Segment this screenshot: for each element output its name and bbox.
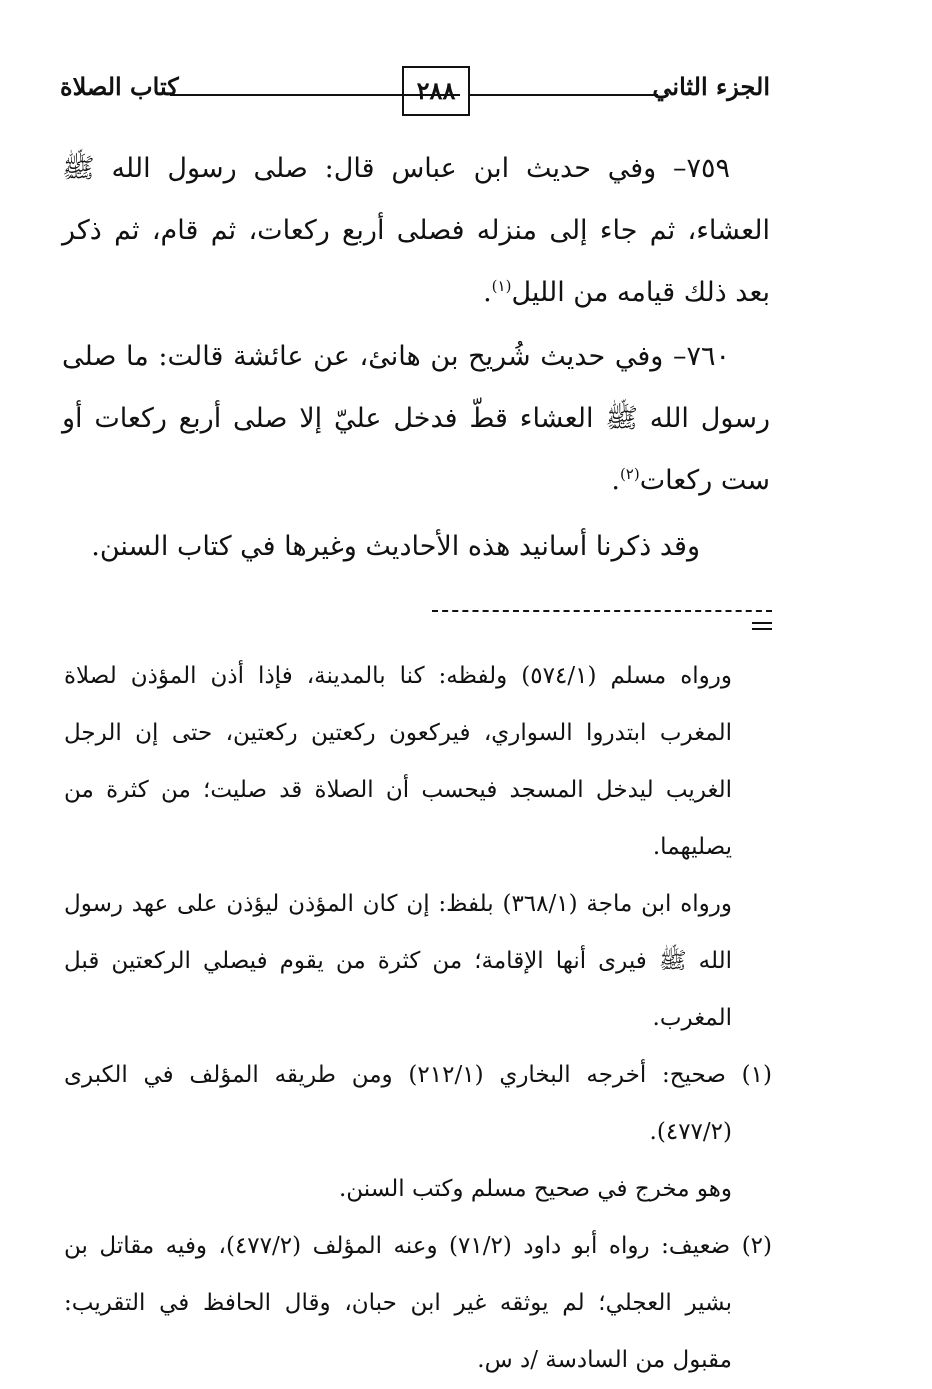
hadith-759: ٧٥٩– وفي حديث ابن عباس قال: صلى رسول الله ﷺ العشاء، ثم جاء إلى منزله فصلى أربع ركعات، ثم قام، ثم ذكر بعد ذلك قيامه من الليل$^{(١)}$. [62, 153, 770, 308]
page-number-box: ٢٨٨ [402, 66, 470, 116]
footnote-continued-muslim: ورواه مسلم (٥٧٤/١) ولفظه: كنا بالمدينة، فإذا أذن المؤذن لصلاة المغرب ابتدروا السواري، فيركعون ركعتين ركعتين، حتى إن الرجل الغريب ليدخل المسجد فيحسب أن الصلاة قد صليت؛ من كثرة من يصليهما. [64, 663, 732, 860]
footnote-1: (١) صحيح: أخرجه البخاري (٢١٢/١) ومن طريقه المؤلف في الكبرى (٤٧٧/٢). [64, 1062, 772, 1145]
footnote-1-addendum: وهو مخرج في صحيح مسلم وكتب السنن. [338, 1176, 732, 1202]
footnote-continued-ibn-majah: ورواه ابن ماجة (٣٦٨/١) بلفظ: إن كان المؤذن ليؤذن على عهد رسول الله ﷺ فيرى أنها الإقامة؛ من كثرة من يقوم فيصلي الركعتين قبل المغرب. [64, 891, 732, 1031]
running-header [60, 66, 770, 116]
hadith-759-text: ٧٥٩– وفي حديث ابن عباس قال: صلى رسول الله ﷺ العشاء، ثم جاء إلى منزله فصلى أربع ركعات، ثم قام، ثم ذكر بعد ذلك قيامه من الليل [62, 153, 770, 308]
header-rule-left [170, 94, 460, 96]
footnote-ref-2: (٢) [619, 465, 640, 483]
separator-dashed-line [432, 610, 772, 612]
hadith-760-text: ٧٦٠– وفي حديث شُريح بن هانئ، عن عائشة قالت: ما صلى رسول الله ﷺ العشاء قطّ فدخل عليّ إلا صلى أربع ركعات أو ست ركعات [62, 341, 770, 496]
footnote-separator [160, 610, 772, 626]
part-title: الجزء الثاني [652, 72, 770, 101]
footnote-ref-1: (١) [491, 277, 512, 295]
closing-statement: وقد ذكرنا أسانيد هذه الأحاديث وغيرها في كتاب السنن. [91, 531, 700, 562]
footnote-2: (٢) ضعيف: رواه أبو داود (٧١/٢) وعنه المؤلف (٤٧٧/٢)، وفيه مقاتل بن بشير العجلي؛ لم يوثقه غير ابن حبان، وقال الحافظ في التقريب: مقبول من السادسة /د س. [64, 1233, 773, 1373]
separator-equals-mark [752, 622, 772, 630]
main-text [62, 138, 770, 578]
hadith-760: ٧٦٠– وفي حديث شُريح بن هانئ، عن عائشة قالت: ما صلى رسول الله ﷺ العشاء قطّ فدخل عليّ إلا صلى أربع ركعات أو ست ركعات$^{(٢)}$. [62, 341, 770, 496]
footnotes [64, 648, 772, 1389]
header-rule-right [458, 94, 658, 96]
book-title: كتاب الصلاة [60, 72, 179, 101]
